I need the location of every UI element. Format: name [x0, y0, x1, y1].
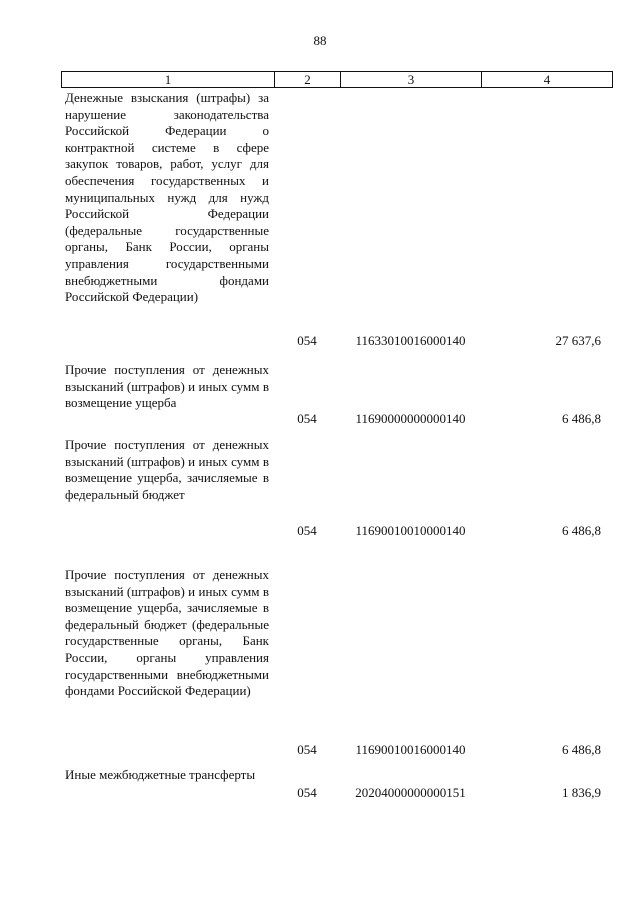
row-admin-code: 054	[297, 523, 317, 538]
row-amount: 6 486,8	[562, 411, 601, 426]
page-number: 88	[313, 33, 327, 48]
table-header	[61, 71, 613, 88]
row-description: Денежные взыскания (штрафы) за нарушение законодательства Российской Федерации о контрактной системе в сфере закупок товаров, работ, услуг для обеспечения государственных и муниципальных нужд для нужд Российской Федерации (федеральные государственные органы, Банк России, органы управления государственными внебюджетными фондами Российской Федерации)	[65, 90, 269, 305]
header-col-3: 3	[341, 72, 482, 87]
row-kbk: 11690010016000140	[355, 742, 466, 757]
row-amount: 6 486,8	[562, 742, 601, 757]
row-description: Прочие поступления от денежных взысканий (штрафов) и иных сумм в возмещение ущерба	[65, 362, 269, 411]
row-kbk: 11690010010000140	[355, 523, 466, 538]
row-admin-code: 054	[297, 411, 317, 426]
row-admin-code: 054	[297, 785, 317, 800]
row-kbk: 11633010016000140	[355, 333, 466, 348]
row-admin-code: 054	[297, 333, 317, 348]
header-col-4: 4	[543, 72, 551, 87]
row-description: Иные межбюджетные трансферты	[65, 767, 256, 782]
row-description: Прочие поступления от денежных взысканий (штрафов) и иных сумм в возмещение ущерба, зачисляемые в федеральный бюджет (федеральные государственные органы, Банк России, органы управления государственными внебюджетными фондами Российской Федерации)	[65, 567, 269, 699]
row-description: Прочие поступления от денежных взысканий (штрафов) и иных сумм в возмещение ущерба, зачисляемые в федеральный бюджет	[65, 437, 269, 502]
header-col-1: 1	[62, 72, 275, 87]
row-amount: 27 637,6	[555, 333, 601, 348]
row-kbk: 20204000000000151	[355, 785, 466, 800]
row-kbk: 11690000000000140	[355, 411, 466, 426]
row-admin-code: 054	[297, 742, 317, 757]
row-amount: 1 836,9	[562, 785, 601, 800]
row-amount: 6 486,8	[562, 523, 601, 538]
header-col-2: 2	[275, 72, 341, 87]
